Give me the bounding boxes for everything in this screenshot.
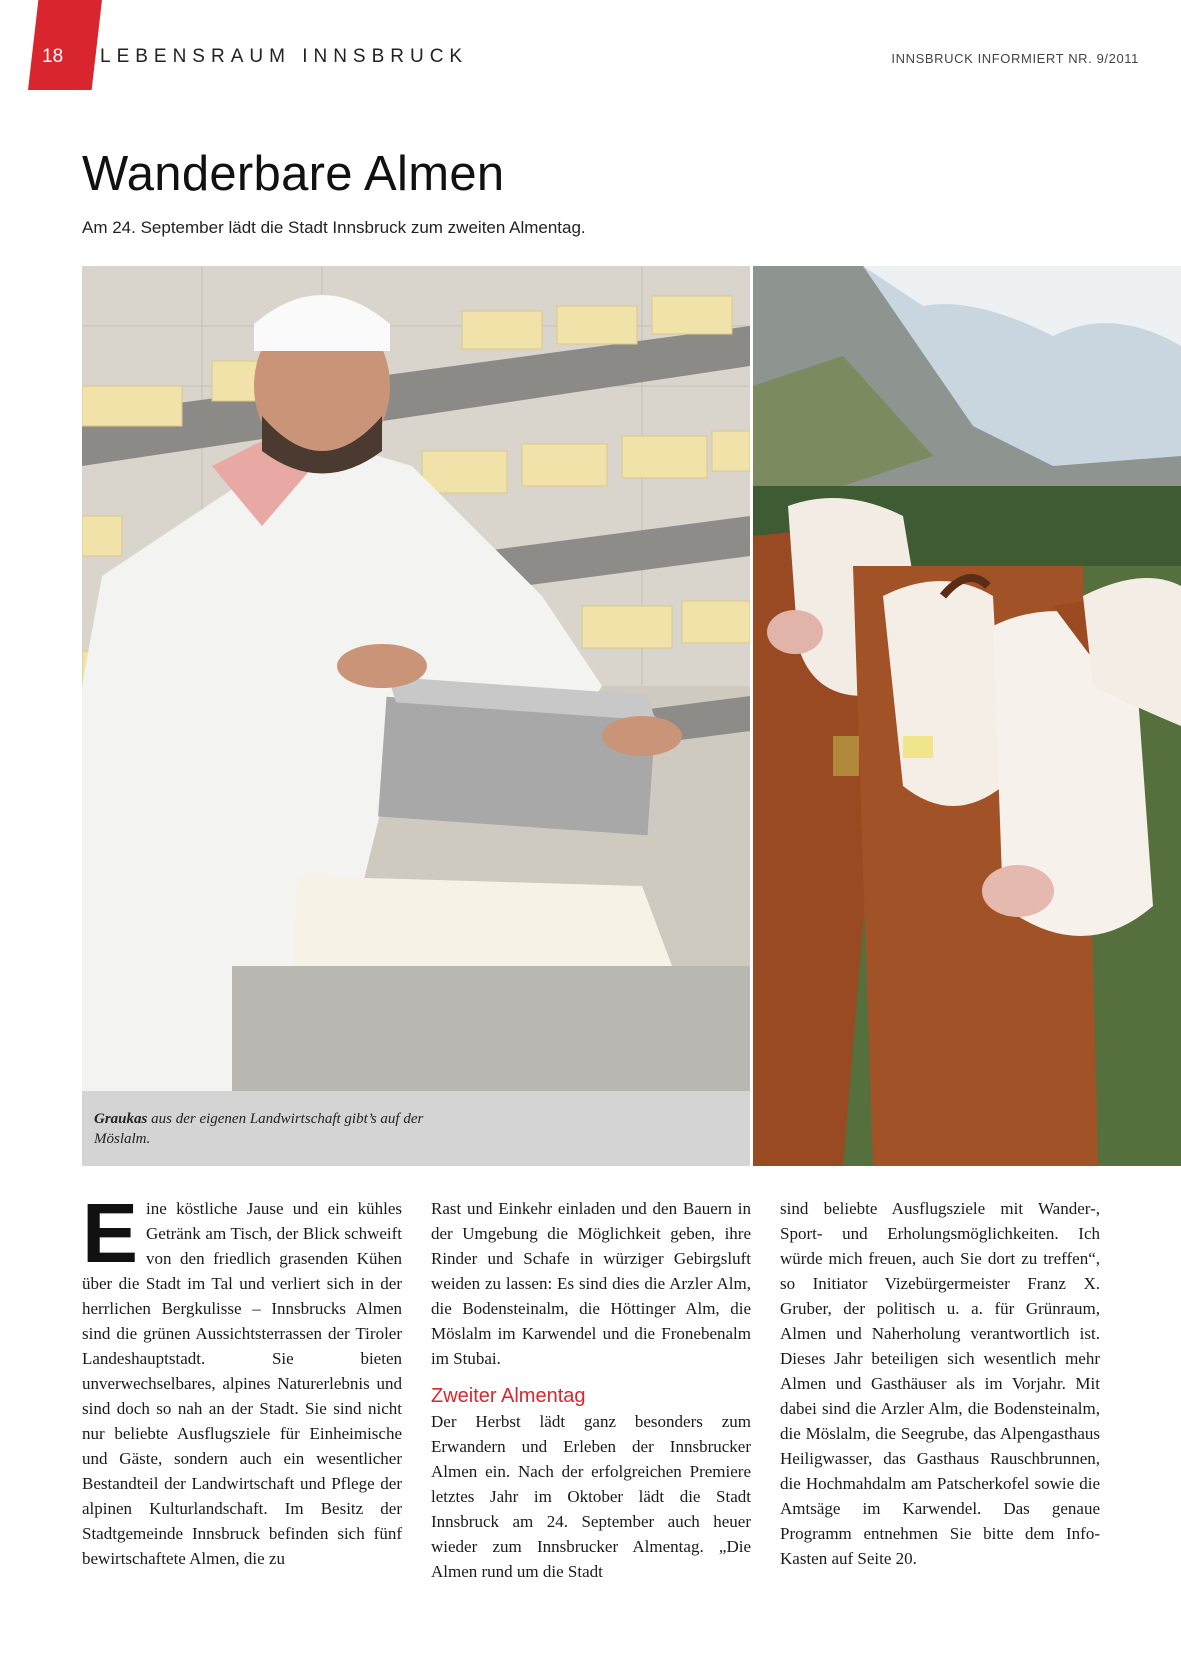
cheesemaker-photo <box>82 266 750 1091</box>
col2-text-b: Der Herbst lädt ganz besonders zum Erwandern und Erleben der Innsbrucker Almen ein. Nach der erfolgreichen Premiere letztes Jahr im Oktober lädt die Stadt Innsbruck am 24. September auch heuer wieder zum Innsbrucker Almentag. „Die Almen rund um die Stadt <box>431 1412 751 1581</box>
page-number-tab <box>28 0 102 90</box>
issue-label: INNSBRUCK INFORMIERT NR. 9/2011 <box>891 51 1139 66</box>
article-title: Wanderbare Almen <box>82 147 505 201</box>
page-number: 18 <box>42 46 64 67</box>
col2-text: Rast und Einkehr einladen und den Bauern in der Umgebung die Möglichkeit geben, ihre Rinder und Schafe in würziger Gebirgsluft weiden zu lassen: Es sind dies die Arzler Alm, die Bodensteinalm, die Höttinger Alm, die Möslalm im Karwendel und die Fronebenalm im Stubai. <box>431 1199 751 1368</box>
cows-photo <box>753 266 1181 1166</box>
col3-text: sind beliebte Ausflugsziele mit Wander-, Sport- und Erholungsmöglichkeiten. Ich würde mich freuen, auch Sie dort zu treffen“, so Initiator Vizebürgermeister Franz X. Gruber, der politisch u. a. für Grünraum, Almen und Naherholung verantwortlich ist. Dieses Jahr beteiligen sich wesentlich mehr Almen und Gasthäuser als im Vorjahr. Mit dabei sind die Arzler Alm, die Bodensteinalm, die Möslalm, die Seegrube, das Alpengasthaus Heiligwasser, das Gasthaus Rauschbrunnen, die Hochmahdalm am Patscherkofel sowie die Amtsäge im Karwendel. Das genaue Programm entnehmen Sie bitte dem Info-Kasten auf Seite 20. <box>780 1199 1100 1568</box>
body-column-3 <box>780 1196 1100 1571</box>
body-column-2 <box>431 1196 751 1584</box>
body-column-1 <box>82 1186 402 1571</box>
photo-caption <box>94 1109 424 1149</box>
caption-bold: Graukas <box>94 1111 148 1127</box>
article-lead: Am 24. September lädt die Stadt Innsbruck zum zweiten Almentag. <box>82 218 586 237</box>
section-title: LEBENSRAUM INNSBRUCK <box>100 46 469 67</box>
caption-text: aus der eigenen Landwirtschaft gibt’s auf der Möslalm. <box>94 1111 424 1147</box>
photo-caption-box <box>82 1091 750 1166</box>
dropcap: E <box>82 1186 139 1280</box>
subhead: Zweiter Almentag <box>431 1385 586 1407</box>
col1-text: ine köstliche Jause und ein kühles Getränk am Tisch, der Blick schweift von den friedlich grasenden Kühen über die Stadt im Tal und verliert sich in der herrlichen Bergkulisse – Innsbrucks Almen sind die grünen Aussichtsterrassen der Tiroler Landeshauptstadt. Sie bieten unverwechselbares, alpines Naturerlebnis und sind doch so nah an der Stadt. Sie sind nicht nur beliebte Ausflugsziele für Einheimische und Gäste, sondern auch ein wesentlicher Bestandteil der Landwirtschaft und Pflege der alpinen Kulturlandschaft. Im Besitz der Stadtgemeinde Innsbruck befinden sich fünf bewirtschaftete Almen, die zu <box>82 1199 402 1568</box>
